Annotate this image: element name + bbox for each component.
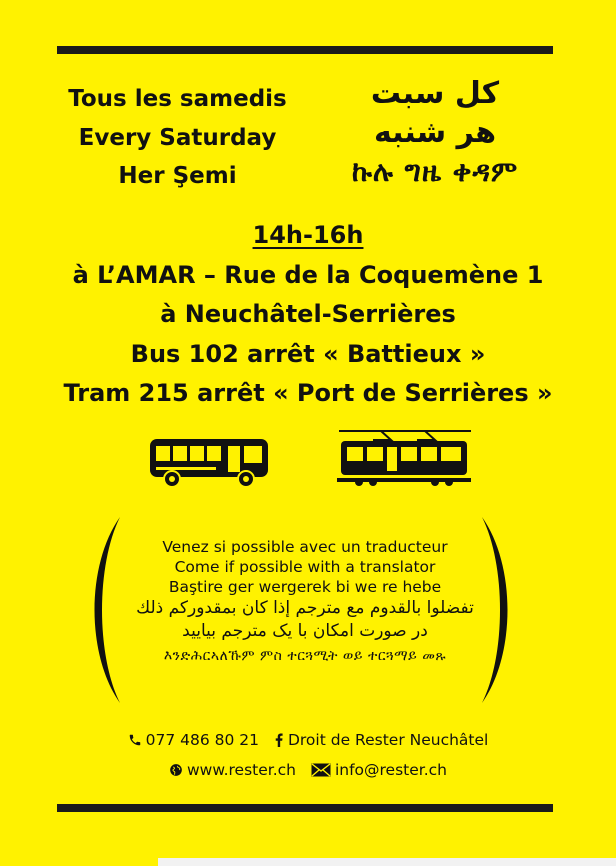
mail-icon xyxy=(311,763,331,777)
day-heading-en: Every Saturday xyxy=(78,124,277,151)
translator-note xyxy=(120,537,490,669)
city-line: à Neuchâtel-Serrières xyxy=(160,300,456,328)
note-ti: እንድሕርኣለኹም ምስ ተርጓሚት ወይ ተርጓማይ መጹ xyxy=(163,648,447,664)
left-parenthesis xyxy=(84,515,124,705)
note-ar: تفضلوا بالقدوم مع مترجم إذا كان بمقدوركم ذلك xyxy=(136,598,474,618)
facebook-contact[interactable] xyxy=(274,731,488,749)
day-heading-fa: هر شنبه xyxy=(373,115,497,150)
note-ku: Baştire ger wergerek bi we re hebe xyxy=(168,578,442,596)
day-heading-other xyxy=(320,74,550,191)
page-edge xyxy=(0,858,616,866)
day-heading-ku: Her Şemi xyxy=(118,163,237,189)
note-en: Come if possible with a translator xyxy=(174,558,436,576)
phone-number: 077 486 80 21 xyxy=(145,730,260,749)
time-range: 14h-16h xyxy=(252,221,364,249)
email-address: info@rester.ch xyxy=(334,760,447,779)
day-heading-ti: ኩሉ ግዜ ቀዳም xyxy=(351,155,519,188)
facebook-icon xyxy=(274,733,284,747)
day-heading-ar: كل سبت xyxy=(370,76,500,111)
note-fa: در صورت امکان با یک مترجم بیایید xyxy=(182,621,428,641)
note-fr: Venez si possible avec un traducteur xyxy=(162,538,448,556)
bus-stop-line: Bus 102 arrêt « Battieux » xyxy=(130,339,486,368)
phone-contact[interactable] xyxy=(128,731,259,749)
website-url: www.rester.ch xyxy=(186,760,296,779)
contact-row-2 xyxy=(20,760,596,779)
day-heading-fr: Tous les samedis xyxy=(68,86,287,112)
address-line: à L’AMAR – Rue de la Coquemène 1 xyxy=(72,260,544,289)
contact-row-1 xyxy=(20,730,596,749)
tram-stop-line: Tram 215 arrêt « Port de Serrières » xyxy=(63,379,553,407)
website-link[interactable] xyxy=(169,761,296,779)
day-heading-latin xyxy=(50,80,305,196)
email-link[interactable] xyxy=(311,761,447,779)
phone-icon xyxy=(128,733,142,747)
schedule-info xyxy=(20,216,596,414)
bottom-rule xyxy=(57,804,553,812)
bus-icon xyxy=(148,437,274,489)
globe-icon xyxy=(169,763,183,777)
tram-icon xyxy=(333,428,475,490)
facebook-page: Droit de Rester Neuchâtel xyxy=(287,730,489,749)
top-rule xyxy=(57,46,553,54)
